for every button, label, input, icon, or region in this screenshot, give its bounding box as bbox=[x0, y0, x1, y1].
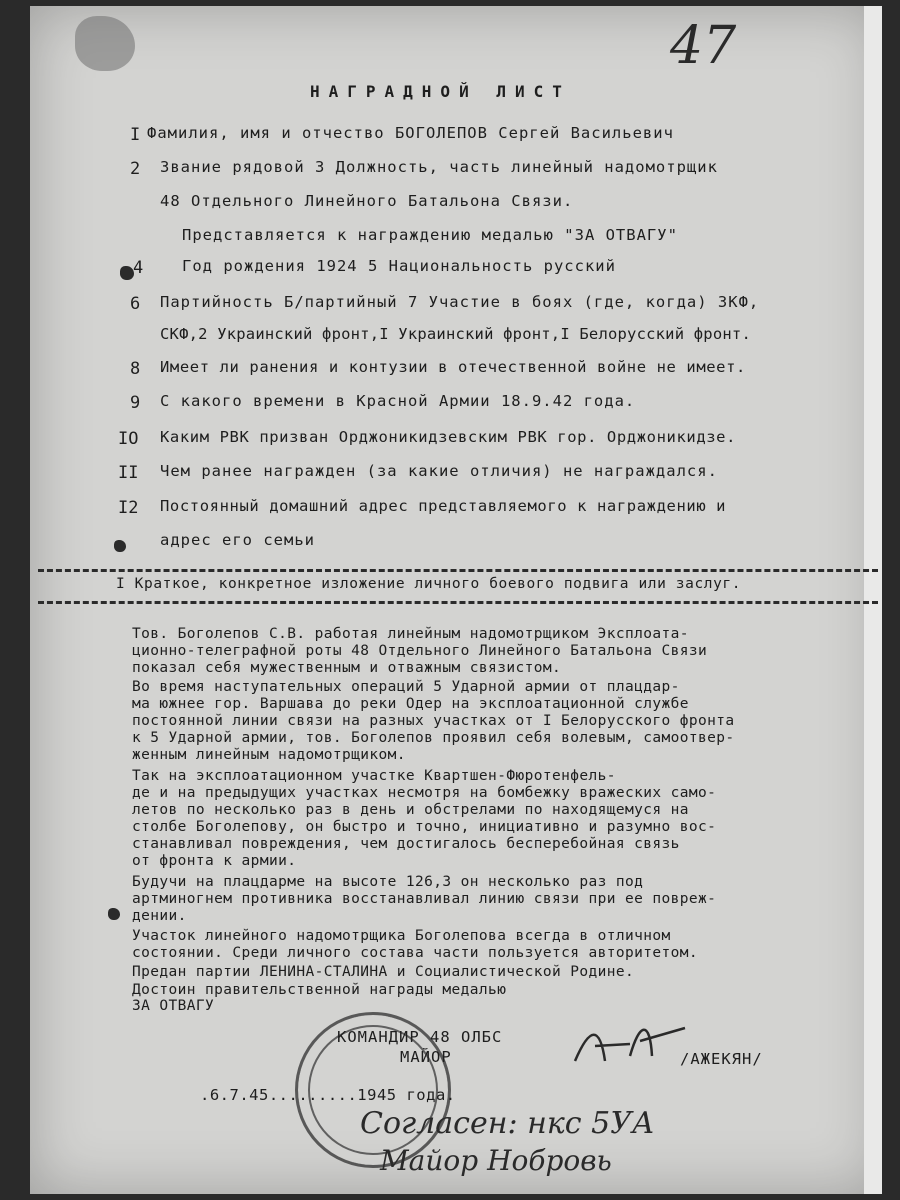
body-line: к 5 Ударной армии, тов. Боголепов проявил себя волевым, самоотвер- bbox=[132, 730, 735, 746]
body-line: Так на эксплоатационном участке Квартшен-Фюротенфель- bbox=[132, 768, 616, 784]
body-line: Достоин правительственной награды медалью bbox=[132, 982, 507, 998]
ink-mark bbox=[120, 266, 134, 280]
field-number: 8 bbox=[130, 359, 141, 379]
field-text: СКФ,2 Украинский фронт,I Украинский фронт,I Белорусский фронт. bbox=[160, 325, 751, 343]
handwritten-note: Согласен: нкс 5УА bbox=[360, 1106, 655, 1141]
body-line: артминогнем противника восстанавливал линию связи при ее повреж- bbox=[132, 891, 717, 907]
document-title: НАГРАДНОЙ ЛИСТ bbox=[310, 82, 571, 101]
body-line: станавливал повреждения, чем достигалось бесперебойная связь bbox=[132, 836, 680, 852]
field-number: 9 bbox=[130, 393, 141, 413]
body-line: дении. bbox=[132, 908, 187, 924]
body-line: столбе Боголепову, он быстро и точно, инициативно и разумно вос- bbox=[132, 819, 717, 835]
page-number: 47 bbox=[670, 16, 737, 76]
field-number: I bbox=[130, 125, 141, 145]
field-number: I2 bbox=[118, 498, 139, 518]
field-text: Каким РВК призван Орджоникидзевским РВК гор. Орджоникидзе. bbox=[160, 428, 737, 446]
field-text: 48 Отдельного Линейного Батальона Связи. bbox=[160, 192, 574, 210]
field-text: Год рождения 1924 5 Национальность русский bbox=[182, 257, 616, 275]
ink-mark bbox=[108, 908, 120, 920]
body-line: женным линейным надомотрщиком. bbox=[132, 747, 406, 763]
body-line: Участок линейного надомотрщика Боголепова всегда в отличном bbox=[132, 928, 671, 944]
body-line: ционно-телеграфной роты 48 Отдельного Линейного Батальона Связи bbox=[132, 643, 708, 659]
body-line: Предан партии ЛЕНИНА-СТАЛИНА и Социалистической Родине. bbox=[132, 964, 635, 980]
field-text: Чем ранее награжден (за какие отличия) не награждался. bbox=[160, 462, 718, 480]
field-text: Звание рядовой 3 Должность, часть линейный надомотрщик bbox=[160, 158, 718, 176]
body-line: постоянной линии связи на разных участках от I Белорусского фронта bbox=[132, 713, 735, 729]
body-line: Во время наступательных операций 5 Ударной армии от плацдар- bbox=[132, 679, 680, 695]
separator-line bbox=[38, 569, 878, 572]
body-line: ЗА ОТВАГУ bbox=[132, 998, 215, 1014]
body-line: от фронта к армии. bbox=[132, 853, 297, 869]
body-line: ма южнее гор. Варшава до реки Одер на эксплоатационной службе bbox=[132, 696, 689, 712]
ink-mark bbox=[114, 540, 126, 552]
signature-scribble bbox=[570, 1016, 690, 1076]
field-number: 6 bbox=[130, 294, 141, 314]
body-line: де и на предыдущих участках несмотря на бомбежку вражеских само- bbox=[132, 785, 717, 801]
award-sheet bbox=[30, 6, 882, 1194]
field-text: адрес его семьи bbox=[160, 531, 315, 549]
body-line: показал себя мужественным и отважным связистом. bbox=[132, 660, 562, 676]
rank-line: МАЙОР bbox=[400, 1048, 452, 1066]
separator-line bbox=[38, 601, 878, 604]
field-text: С какого времени в Красной Армии 18.9.42 года. bbox=[160, 392, 636, 410]
field-number: IO bbox=[118, 429, 139, 449]
body-line: Тов. Боголепов С.В. работая линейным надомотрщиком Эксплоата- bbox=[132, 626, 689, 642]
field-text: Имеет ли ранения и контузии в отечественной войне не имеет. bbox=[160, 358, 746, 376]
section-heading: I Краткое, конкретное изложение личного боевого подвига или заслуг. bbox=[116, 576, 742, 592]
paper-edge bbox=[864, 6, 882, 1194]
corner-stain bbox=[75, 16, 135, 71]
field-number: II bbox=[118, 463, 139, 483]
body-line: Будучи на плацдарме на высоте 126,3 он несколько раз под bbox=[132, 874, 644, 890]
body-line: летов по несколько раз в день и обстрелами по находящемуся на bbox=[132, 802, 689, 818]
field-text: Фамилия, имя и отчество БОГОЛЕПОВ Сергей Васильевич bbox=[147, 124, 674, 142]
commander-signature bbox=[570, 1016, 690, 1086]
field-text: Постоянный домашний адрес представляемого к награждению и bbox=[160, 497, 727, 515]
date-line: .6.7.45.........1945 года. bbox=[200, 1086, 456, 1104]
field-text: Партийность Б/партийный 7 Участие в боях (где, когда) ЗКФ, bbox=[160, 293, 760, 311]
field-number: 2 bbox=[130, 159, 141, 179]
commander-line: КОМАНДИР 48 ОЛБС bbox=[337, 1028, 503, 1046]
field-number: 4 bbox=[133, 258, 144, 278]
handwritten-note: Майор Нобровь bbox=[380, 1144, 612, 1177]
signature-name: /АЖЕКЯН/ bbox=[680, 1050, 763, 1068]
body-line: состоянии. Среди личного состава части пользуется авторитетом. bbox=[132, 945, 699, 961]
field-text: Представляется к награждению медалью "ЗА ОТВАГУ" bbox=[182, 226, 678, 244]
